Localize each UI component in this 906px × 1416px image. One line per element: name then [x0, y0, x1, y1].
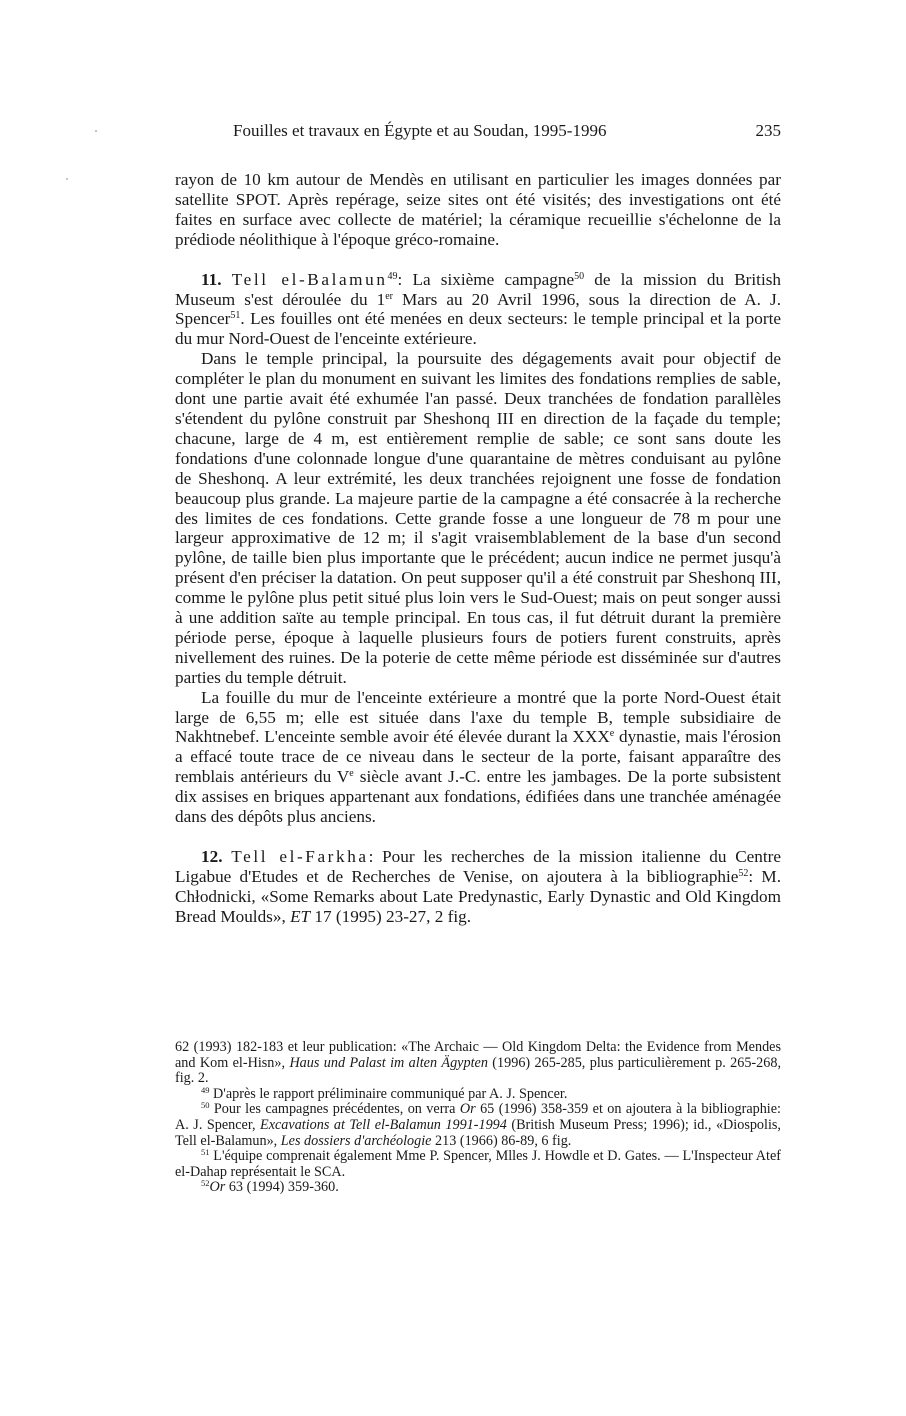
footnote-text: 63 (1994) 359-360.	[225, 1179, 339, 1196]
footnote-ref-52: 52	[738, 867, 749, 879]
page-number: 235	[755, 121, 781, 140]
page-body	[175, 118, 781, 927]
footnote-text: L'équipe comprenait également Mme P. Spencer, Mlles J. Howdle et D. Gates. — L'Inspecteur Atef el-Dahap représentait le SCA.	[175, 1148, 781, 1180]
running-head	[175, 118, 781, 144]
footnote-text: (British Museum Press; 1996); id., «Diospolis, Tell el-Balamun»,	[175, 1116, 781, 1149]
main-text	[175, 170, 781, 927]
footnote-text: 213 (1966) 86-89, 6 fig.	[431, 1132, 572, 1149]
footnote-ref-51: 51	[230, 310, 241, 322]
section-11-paragraph-3	[175, 688, 781, 827]
section-11-text: : La sixième campagne	[397, 269, 575, 289]
book-title: Excavations at Tell el-Balamun 1991-1994	[260, 1116, 507, 1133]
book-title: Haus und Palast im alten Ägypten	[289, 1054, 488, 1071]
running-head-title: Fouilles et travaux en Égypte et au Soudan, 1995-1996	[233, 121, 607, 140]
footnotes	[175, 1040, 781, 1196]
footnote-text: (1996) 265-285, plus particulièrement p. 265-268, fig. 2.	[175, 1054, 781, 1087]
footnote-ref-49: 49	[387, 270, 398, 282]
section-11-site-name: Tell el-Balamun	[231, 269, 388, 289]
section-11-text: de la mission du British Museum s'est déroulée du 1	[175, 269, 782, 309]
section-11-text: dynastie, mais l'érosion a effacé toute trace de ce niveau dans le secteur de la porte, faisant apparaître des remblais antérieurs du V	[175, 727, 781, 787]
journal-abbrev: Or	[459, 1101, 476, 1118]
section-11-text: siècle avant J.-C. entre les jambages. De la porte subsistent dix assises en briques appartenant aux fondations, édifiées dans une tranchée aménagée dans des dépôts plus anciens.	[175, 767, 781, 827]
section-12-site-name: Tell el-Farkha	[231, 847, 369, 866]
section-12-text: : M. Chłodnicki, «Some Remarks about Late Predynastic, Early Dynastic and Old Kingdom Bread Moulds»,	[175, 866, 781, 926]
footnote-number: 52	[201, 1178, 210, 1189]
section-11-paragraph-1	[175, 270, 781, 350]
section-12-number: 12.	[201, 847, 223, 866]
section-spacer	[175, 250, 781, 270]
ordinal-suffix: er	[385, 290, 393, 302]
scan-speck	[95, 130, 97, 132]
footnote-number: 50	[201, 1100, 210, 1111]
footnote-ref-50: 50	[574, 270, 585, 282]
footnote-text: 65 (1996) 358-359 et on ajoutera à la bibliographie: A. J. Spencer,	[175, 1101, 781, 1133]
section-11-text: Mars au 20 Avril 1996, sous la direction de A. J. Spencer	[175, 289, 782, 329]
footnote-51	[175, 1149, 781, 1180]
section-12-text: 17 (1995) 23-27, 2 fig.	[310, 906, 471, 926]
section-11-number: 11.	[201, 269, 222, 289]
footnote-52	[175, 1180, 781, 1196]
ordinal-suffix: e	[609, 728, 615, 740]
scan-speck	[66, 178, 68, 180]
footnote-continuation	[175, 1040, 781, 1087]
section-11-text: La fouille du mur de l'enceinte extérieure a montré que la porte Nord-Ouest était large de 6,55 m; elle est située dans l'axe du temple B, temple subsidiaire de Nakhtnebef. L'enceinte semble avoir été élevée durant la XXX	[175, 687, 781, 747]
section-spacer	[175, 827, 781, 847]
footnote-number: 51	[201, 1147, 210, 1158]
section-12-paragraph-1	[175, 847, 781, 927]
journal-title: Les dossiers d'archéologie	[280, 1132, 432, 1149]
footnote-text: 62 (1993) 182-183 et leur publication: «The Archaic — Old Kingdom Delta: the Evidence from Mendes and Kom el-Hisn»,	[175, 1039, 781, 1071]
footnote-text: Pour les campagnes précédentes, on verra	[209, 1101, 460, 1118]
footnote-number: 49	[201, 1084, 210, 1095]
journal-abbrev: Or	[209, 1179, 226, 1196]
section-11-paragraph-2: Dans le temple principal, la poursuite des dégagements avait pour objectif de compléter le plan du monument en suivant les limites des fondations remplies de sable, dont une partie avait été exhumée l'an passé. Deux tranchées de fondation parallèles s'étendent du pylône construit par Sheshonq III en direction de la façade du temple; chacune, large de 4 m, est entièrement remplie de sable; ce sont sans doute les fondations d'une colonnade longue d'une quarantaine de mètres conduisant au pylône de Sheshonq. A leur extrémité, les deux tranchées rejoignent une fosse de fondation beaucoup plus grande. La majeure partie de la campagne a été consacrée à la recherche des limites de ces fondations. Cette grande fosse a une longueur de 78 m pour une largeur approximative de 12 m; il s'agit vraisemblablement de la base d'un second pylône, de taille bien plus importante que le précédent; aucun indice ne permet jusqu'à présent d'en préciser la datation. On peut supposer qu'il a été construit par Sheshonq III, comme le pylône plus petit situé plus loin vers le Sud-Ouest; mais on peut songer aussi à une addition saïte au temple principal. En tous cas, il fut détruit durant la première période perse, époque à laquelle plusieurs fours de potiers furent construits, après nivellement des ruines. De la poterie de cette même période est disséminée sur d'autres parties du temple détruit.	[175, 349, 781, 687]
footnote-text: D'après le rapport préliminaire communiqué par A. J. Spencer.	[209, 1085, 568, 1102]
footnote-50	[175, 1102, 781, 1149]
journal-abbrev: ET	[290, 906, 311, 926]
ordinal-suffix: e	[349, 768, 354, 780]
section-11-text: . Les fouilles ont été menées en deux secteurs: le temple principal et la porte du mur Nord-Ouest de l'enceinte extérieure.	[175, 309, 781, 349]
section-12-text: : Pour les recherches de la mission italienne du Centre Ligabue d'Etudes et de Recherches de Venise, on ajoutera à la bibliographie	[175, 847, 782, 886]
intro-paragraph: rayon de 10 km autour de Mendès en utilisant en particulier les images données par satellite SPOT. Après repérage, seize sites ont été visités; des investigations ont été faites en surface avec collecte de matériel; la céramique recueillie s'échelonne de la prédiode néolithique à l'époque gréco-romaine.	[175, 170, 781, 249]
